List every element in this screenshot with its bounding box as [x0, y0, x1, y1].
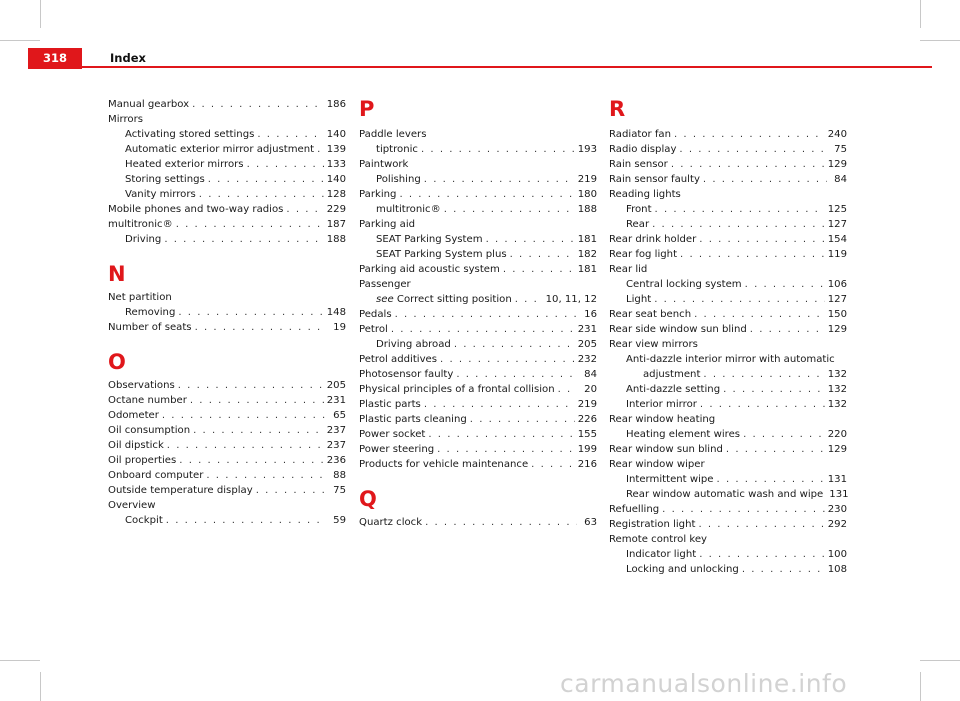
crop-mark: [40, 672, 41, 701]
crop-mark: [920, 0, 921, 28]
index-entry: Outside temperature display . . . 75: [108, 483, 346, 498]
crop-mark: [0, 40, 40, 41]
index-subentry: Light . . . 127: [609, 292, 847, 307]
index-entry: Oil properties . . . 236: [108, 453, 346, 468]
index-subentry: SEAT Parking System plus . . . 182: [359, 247, 597, 262]
index-subentry: tiptronic . . . 193: [359, 142, 597, 157]
index-entry: Plastic parts cleaning . . . 226: [359, 412, 597, 427]
index-entry: Odometer . . . 65: [108, 408, 346, 423]
index-entry: Rear seat bench . . . 150: [609, 307, 847, 322]
index-heading: Rear window wiper: [609, 459, 705, 470]
index-entry: Power steering . . . 199: [359, 442, 597, 457]
section-letter-o: O: [108, 350, 126, 374]
index-heading: Mirrors: [108, 114, 143, 125]
crop-mark: [920, 672, 921, 701]
index-entry: Manual gearbox . . . 186: [108, 97, 346, 112]
section-letter-r: R: [609, 97, 626, 121]
index-entry: Plastic parts . . . 219: [359, 397, 597, 412]
index-entry: Parking aid acoustic system . . . 181: [359, 262, 597, 277]
header-rule: [28, 66, 932, 68]
index-entry: Onboard computer . . . 88: [108, 468, 346, 483]
index-entry: Petrol additives . . . 232: [359, 352, 597, 367]
index-heading: Passenger: [359, 279, 411, 290]
index-entry: Rear window sun blind . . . 129: [609, 442, 847, 457]
index-heading: Remote control key: [609, 534, 708, 545]
index-subentry: Intermittent wipe . . . 131: [609, 472, 847, 487]
watermark: carmanualsonline.info: [560, 669, 848, 698]
index-subentry: Driving . . . 188: [108, 232, 346, 247]
index-subentry: Activating stored settings . . . 140: [108, 127, 346, 142]
index-heading: Net partition: [108, 292, 172, 303]
index-subentry: Heating element wires . . . 220: [609, 427, 847, 442]
index-entry: Quartz clock . . . 63: [359, 515, 597, 530]
index-column-3: [609, 97, 847, 577]
index-subentry: Automatic exterior mirror adjustment . . . 139: [108, 142, 346, 157]
index-entry: Rain sensor . . . 129: [609, 157, 847, 172]
index-entry: Power socket . . . 155: [359, 427, 597, 442]
index-subentry: adjustment . . . 132: [609, 367, 847, 382]
index-entry: Physical principles of a frontal collision . . . 20: [359, 382, 597, 397]
crop-mark: [920, 40, 960, 41]
section-letter-p: P: [359, 97, 375, 121]
index-subentry: multitronic® . . . 188: [359, 202, 597, 217]
index-heading: Overview: [108, 500, 156, 511]
page-title: Index: [110, 51, 146, 65]
index-entry: multitronic® . . . 187: [108, 217, 346, 232]
index-subentry: Locking and unlocking . . . 108: [609, 562, 847, 577]
index-heading: Rear window heating: [609, 414, 716, 425]
index-subentry: Storing settings . . . 140: [108, 172, 346, 187]
index-subentry: Heated exterior mirrors . . . 133: [108, 157, 346, 172]
index-column-2: [359, 97, 597, 530]
index-subentry: Interior mirror . . . 132: [609, 397, 847, 412]
index-subentry: Cockpit . . . 59: [108, 513, 346, 528]
index-entry: Rear side window sun blind . . . 129: [609, 322, 847, 337]
index-heading: Rear view mirrors: [609, 339, 698, 350]
section-letter-n: N: [108, 262, 126, 286]
index-entry: Rain sensor faulty . . . 84: [609, 172, 847, 187]
index-subentry: Front . . . 125: [609, 202, 847, 217]
index-entry: Oil consumption . . . 237: [108, 423, 346, 438]
index-entry: Photosensor faulty . . . 84: [359, 367, 597, 382]
index-heading: Paintwork: [359, 159, 409, 170]
index-entry: Products for vehicle maintenance . . . 216: [359, 457, 597, 472]
index-entry: Rear fog light . . . 119: [609, 247, 847, 262]
index-entry: Octane number . . . 231: [108, 393, 346, 408]
index-subentry: Polishing . . . 219: [359, 172, 597, 187]
index-entry: Observations . . . 205: [108, 378, 346, 393]
section-letter-q: Q: [359, 487, 377, 511]
index-subentry: SEAT Parking System . . . 181: [359, 232, 597, 247]
index-entry: Pedals . . . 16: [359, 307, 597, 322]
index-heading: Paddle levers: [359, 129, 427, 140]
index-heading: Parking aid: [359, 219, 416, 230]
index-subentry: Vanity mirrors . . . 128: [108, 187, 346, 202]
index-entry: Number of seats . . . 19: [108, 320, 346, 335]
index-subentry: Central locking system . . . 106: [609, 277, 847, 292]
index-entry: Parking . . . 180: [359, 187, 597, 202]
crop-mark: [40, 0, 41, 28]
index-subentry: Removing . . . 148: [108, 305, 346, 320]
index-heading: Reading lights: [609, 189, 681, 200]
index-entry: Rear drink holder . . . 154: [609, 232, 847, 247]
index-entry: Radiator fan . . . 240: [609, 127, 847, 142]
index-subentry: Rear . . . 127: [609, 217, 847, 232]
index-subentry: Rear window automatic wash and wipe 131: [626, 489, 849, 500]
index-entry: Radio display . . . 75: [609, 142, 847, 157]
index-heading: Rear lid: [609, 264, 648, 275]
index-column-1: [108, 97, 346, 528]
index-subentry: Indicator light . . . 100: [609, 547, 847, 562]
index-entry: Mobile phones and two-way radios . . . 229: [108, 202, 346, 217]
index-subentry: Driving abroad . . . 205: [359, 337, 597, 352]
index-subentry: see Correct sitting position . . . 10, 11, 12: [359, 292, 597, 307]
crop-mark: [0, 660, 40, 661]
index-entry: Oil dipstick . . . 237: [108, 438, 346, 453]
index-subentry: Anti-dazzle setting . . . 132: [609, 382, 847, 397]
index-entry: Refuelling . . . 230: [609, 502, 847, 517]
crop-mark: [920, 660, 960, 661]
index-subheading: Anti-dazzle interior mirror with automatic: [626, 354, 835, 365]
page-number: 318: [28, 48, 82, 69]
index-entry: Petrol . . . 231: [359, 322, 597, 337]
index-entry: Registration light . . . 292: [609, 517, 847, 532]
